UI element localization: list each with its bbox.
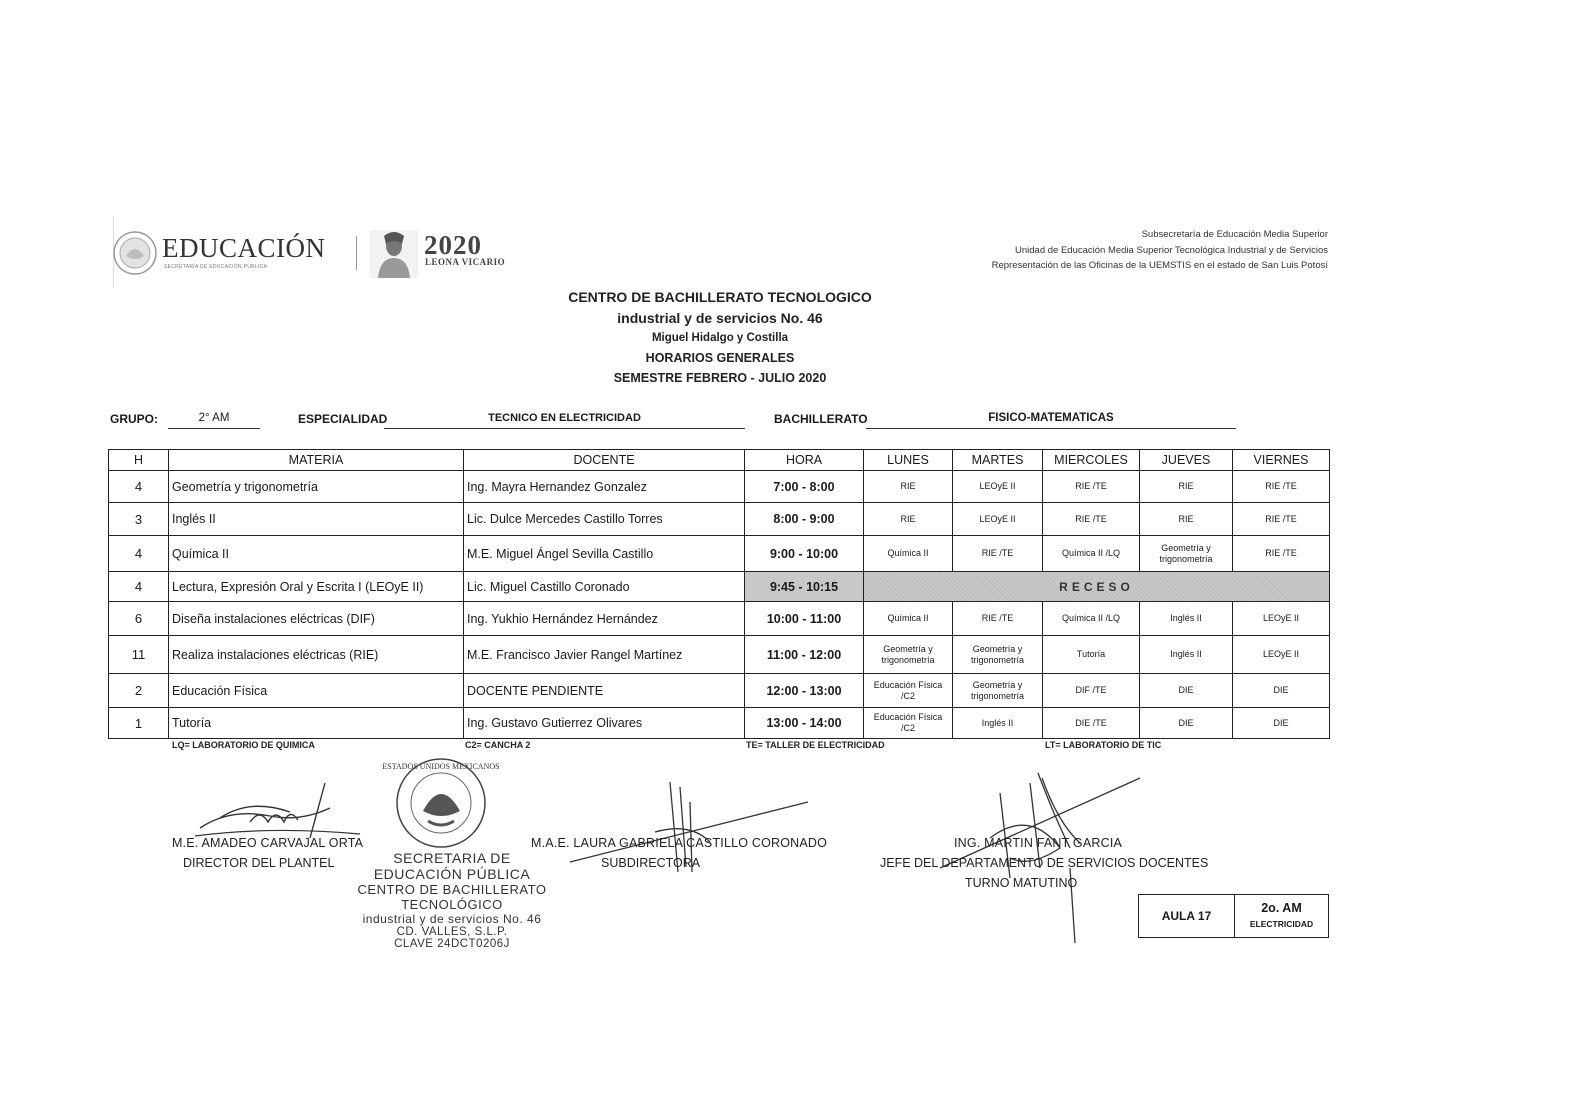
- cell-hora: 11:00 - 12:00: [745, 636, 864, 674]
- jefe-name: ING. MARTIN FANT GARCIA: [954, 836, 1123, 850]
- cell-materia: Educación Física: [169, 674, 464, 708]
- cell-materia: Química II: [169, 536, 464, 572]
- cell-hora-receso: 9:45 - 10:15: [745, 572, 864, 602]
- header-viernes: VIERNES: [1233, 450, 1330, 471]
- title-line-2: industrial y de servicios No. 46: [617, 310, 823, 326]
- cell-martes: LEOyE II: [953, 471, 1043, 503]
- cell-h: 2: [109, 674, 169, 708]
- especialidad-value: TECNICO EN ELECTRICIDAD: [384, 412, 745, 429]
- header-martes: MARTES: [953, 450, 1043, 471]
- stamp-line-6: CD. VALLES, S.L.P.: [396, 926, 508, 938]
- table-row: [109, 536, 1330, 572]
- header-hora: HORA: [745, 450, 864, 471]
- educacion-logo: [112, 228, 352, 278]
- header-jueves: JUEVES: [1140, 450, 1233, 471]
- educacion-logo-subtitle: SECRETARÍA DE EDUCACIÓN PÚBLICA: [164, 264, 268, 270]
- cell-materia: Tutoría: [169, 708, 464, 739]
- cell-martes: Geometría y trigonometría: [953, 674, 1043, 708]
- cell-materia: Geometría y trigonometría: [169, 471, 464, 503]
- especialidad-label: ESPECIALIDAD: [298, 412, 388, 426]
- cell-viernes: LEOyE II: [1233, 602, 1330, 636]
- official-stamp: [352, 850, 552, 950]
- cell-martes: LEOyE II: [953, 503, 1043, 536]
- cell-jueves: DIE: [1140, 674, 1233, 708]
- cell-hora: 12:00 - 13:00: [745, 674, 864, 708]
- stamp-line-3: CENTRO DE BACHILLERATO: [357, 882, 547, 897]
- title-line-1: CENTRO DE BACHILLERATO TECNOLOGICO: [568, 289, 872, 305]
- legend-lt: LT= LABORATORIO DE TIC: [1045, 740, 1162, 750]
- jefe-turno: TURNO MATUTINO: [965, 876, 1078, 890]
- cell-materia: Inglés II: [169, 503, 464, 536]
- cell-docente: M.E. Francisco Javier Rangel Martínez: [464, 636, 745, 674]
- header-materia: MATERIA: [169, 450, 464, 471]
- cell-miercoles: RIE /TE: [1043, 503, 1140, 536]
- cell-viernes: DIE: [1233, 708, 1330, 739]
- table-header-row: [109, 450, 1330, 471]
- header-line-unidad: Unidad de Educación Media Superior Tecnológica Industrial y de Servicios: [1015, 244, 1328, 256]
- table-row: [109, 503, 1330, 536]
- stamp-line-5: industrial y de servicios No. 46: [362, 912, 542, 926]
- table-row: [109, 708, 1330, 739]
- header-line-representacion: Representación de las Oficinas de la UEMSTIS en el estado de San Luis Potosí: [991, 260, 1328, 271]
- director-name: M.E. AMADEO CARVAJAL ORTA: [172, 836, 364, 850]
- legend-lq: LQ= LABORATORIO DE QUIMICA: [172, 740, 315, 750]
- cell-lunes: RIE: [864, 503, 953, 536]
- cell-jueves: Geometría y trigonometría: [1140, 536, 1233, 572]
- aula-box: [1138, 894, 1329, 938]
- sep-seal-icon: [112, 230, 158, 276]
- cell-lunes: Educación Física /C2: [864, 674, 953, 708]
- table-row: [109, 471, 1330, 503]
- title-line-3: Miguel Hidalgo y Costilla: [651, 332, 789, 344]
- cell-jueves: RIE: [1140, 503, 1233, 536]
- cell-miercoles: Química II /LQ: [1043, 602, 1140, 636]
- header-docente: DOCENTE: [464, 450, 745, 471]
- cell-viernes: DIE: [1233, 674, 1330, 708]
- director-role: DIRECTOR DEL PLANTEL: [183, 856, 335, 870]
- table-row: [109, 602, 1330, 636]
- cell-h: 4: [109, 536, 169, 572]
- subdirectora-name: M.A.E. LAURA GABRIELA CASTILLO CORONADO: [531, 836, 828, 850]
- cell-viernes: RIE /TE: [1233, 471, 1330, 503]
- cell-h: 11: [109, 636, 169, 674]
- header-lunes: LUNES: [864, 450, 953, 471]
- cell-docente: Ing. Yukhio Hernández Hernández: [464, 602, 745, 636]
- aula-label: AULA 17: [1139, 895, 1235, 937]
- subdirectora-role: SUBDIRECTORA: [601, 856, 701, 870]
- cell-hora: 7:00 - 8:00: [745, 471, 864, 503]
- cell-docente: Lic. Dulce Mercedes Castillo Torres: [464, 503, 745, 536]
- stamp-line-7: CLAVE 24DCT0206J: [394, 938, 510, 950]
- cell-lunes: RIE: [864, 471, 953, 503]
- cell-hora: 10:00 - 11:00: [745, 602, 864, 636]
- cell-martes: RIE /TE: [953, 536, 1043, 572]
- cell-docente: DOCENTE PENDIENTE: [464, 674, 745, 708]
- cell-viernes: LEOyE II: [1233, 636, 1330, 674]
- cell-lunes: Geometría y trigonometría: [864, 636, 953, 674]
- table-row: [109, 674, 1330, 708]
- logo-divider: [356, 236, 357, 270]
- stamp-line-2: EDUCACIÓN PÚBLICA: [373, 866, 531, 882]
- cell-hora: 9:00 - 10:00: [745, 536, 864, 572]
- cell-materia: Realiza instalaciones eléctricas (RIE): [169, 636, 464, 674]
- cell-miercoles: Tutoría: [1043, 636, 1140, 674]
- cell-martes: Geometría y trigonometría: [953, 636, 1043, 674]
- cell-jueves: Inglés II: [1140, 636, 1233, 674]
- stamp-line-1: SECRETARIA DE: [393, 850, 511, 866]
- seal-text: ESTADOS UNIDOS MEXICANOS: [382, 762, 500, 771]
- official-seal-icon: [382, 755, 500, 851]
- leona-vicario-name: LEONA VICARIO: [425, 257, 506, 267]
- cell-lunes: Química II: [864, 602, 953, 636]
- leona-vicario-year: 2020: [424, 230, 482, 260]
- cell-h: 1: [109, 708, 169, 739]
- cell-viernes: RIE /TE: [1233, 503, 1330, 536]
- cell-h: 4: [109, 572, 169, 602]
- cell-miercoles: Química II /LQ: [1043, 536, 1140, 572]
- aula-specialty: ELECTRICIDAD: [1249, 919, 1314, 929]
- cell-martes: RIE /TE: [953, 602, 1043, 636]
- legend-te: TE= TALLER DE ELECTRICIDAD: [746, 740, 885, 750]
- cell-miercoles: RIE /TE: [1043, 471, 1140, 503]
- cell-docente: M.E. Miguel Ángel Sevilla Castillo: [464, 536, 745, 572]
- cell-lunes: Educación Física /C2: [864, 708, 953, 739]
- cell-martes: Inglés II: [953, 708, 1043, 739]
- stamp-line-4: TECNOLÓGICO: [401, 897, 503, 912]
- jefe-role: JEFE DEL DEPARTAMENTO DE SERVICIOS DOCENTES: [880, 856, 1209, 870]
- cell-hora: 8:00 - 9:00: [745, 503, 864, 536]
- cell-miercoles: DIF /TE: [1043, 674, 1140, 708]
- table-row: [109, 636, 1330, 674]
- educacion-logo-text: EDUCACIÓN: [162, 233, 326, 263]
- header-h: H: [109, 450, 169, 471]
- cell-hora: 13:00 - 14:00: [745, 708, 864, 739]
- grupo-label: GRUPO:: [110, 412, 158, 426]
- leona-vicario-logo: [370, 230, 515, 280]
- cell-lunes: Química II: [864, 536, 953, 572]
- receso-banner: RECESO: [864, 572, 1330, 602]
- bachillerato-label: BACHILLERATO: [774, 412, 868, 426]
- schedule-table: [108, 449, 1330, 739]
- cell-docente: Lic. Miguel Castillo Coronado: [464, 572, 745, 602]
- title-line-4: HORARIOS GENERALES: [645, 351, 795, 365]
- cell-jueves: Inglés II: [1140, 602, 1233, 636]
- cell-h: 6: [109, 602, 169, 636]
- bachillerato-value: FISICO-MATEMATICAS: [866, 412, 1236, 429]
- grupo-value: 2° AM: [168, 412, 260, 429]
- cell-h: 3: [109, 503, 169, 536]
- cell-jueves: RIE: [1140, 471, 1233, 503]
- aula-group: 2o. AM: [1261, 901, 1302, 915]
- header-right-text: [992, 227, 1328, 274]
- cell-materia: Lectura, Expresión Oral y Escrita I (LEOyE II): [169, 572, 464, 602]
- cell-jueves: DIE: [1140, 708, 1233, 739]
- leona-vicario-portrait-icon: [370, 230, 418, 278]
- cell-miercoles: DIE /TE: [1043, 708, 1140, 739]
- cell-docente: Ing. Gustavo Gutierrez Olivares: [464, 708, 745, 739]
- legend-c2: C2= CANCHA 2: [465, 740, 531, 750]
- header-miercoles: MIERCOLES: [1043, 450, 1140, 471]
- cell-viernes: RIE /TE: [1233, 536, 1330, 572]
- title-line-5: SEMESTRE FEBRERO - JULIO 2020: [613, 371, 827, 385]
- table-row-receso: [109, 572, 1330, 602]
- cell-materia: Diseña instalaciones eléctricas (DIF): [169, 602, 464, 636]
- document-title: [470, 287, 970, 388]
- header-line-subsecretaria: Subsecretaría de Educación Media Superior: [1141, 229, 1328, 240]
- cell-docente: Ing. Mayra Hernandez Gonzalez: [464, 471, 745, 503]
- cell-h: 4: [109, 471, 169, 503]
